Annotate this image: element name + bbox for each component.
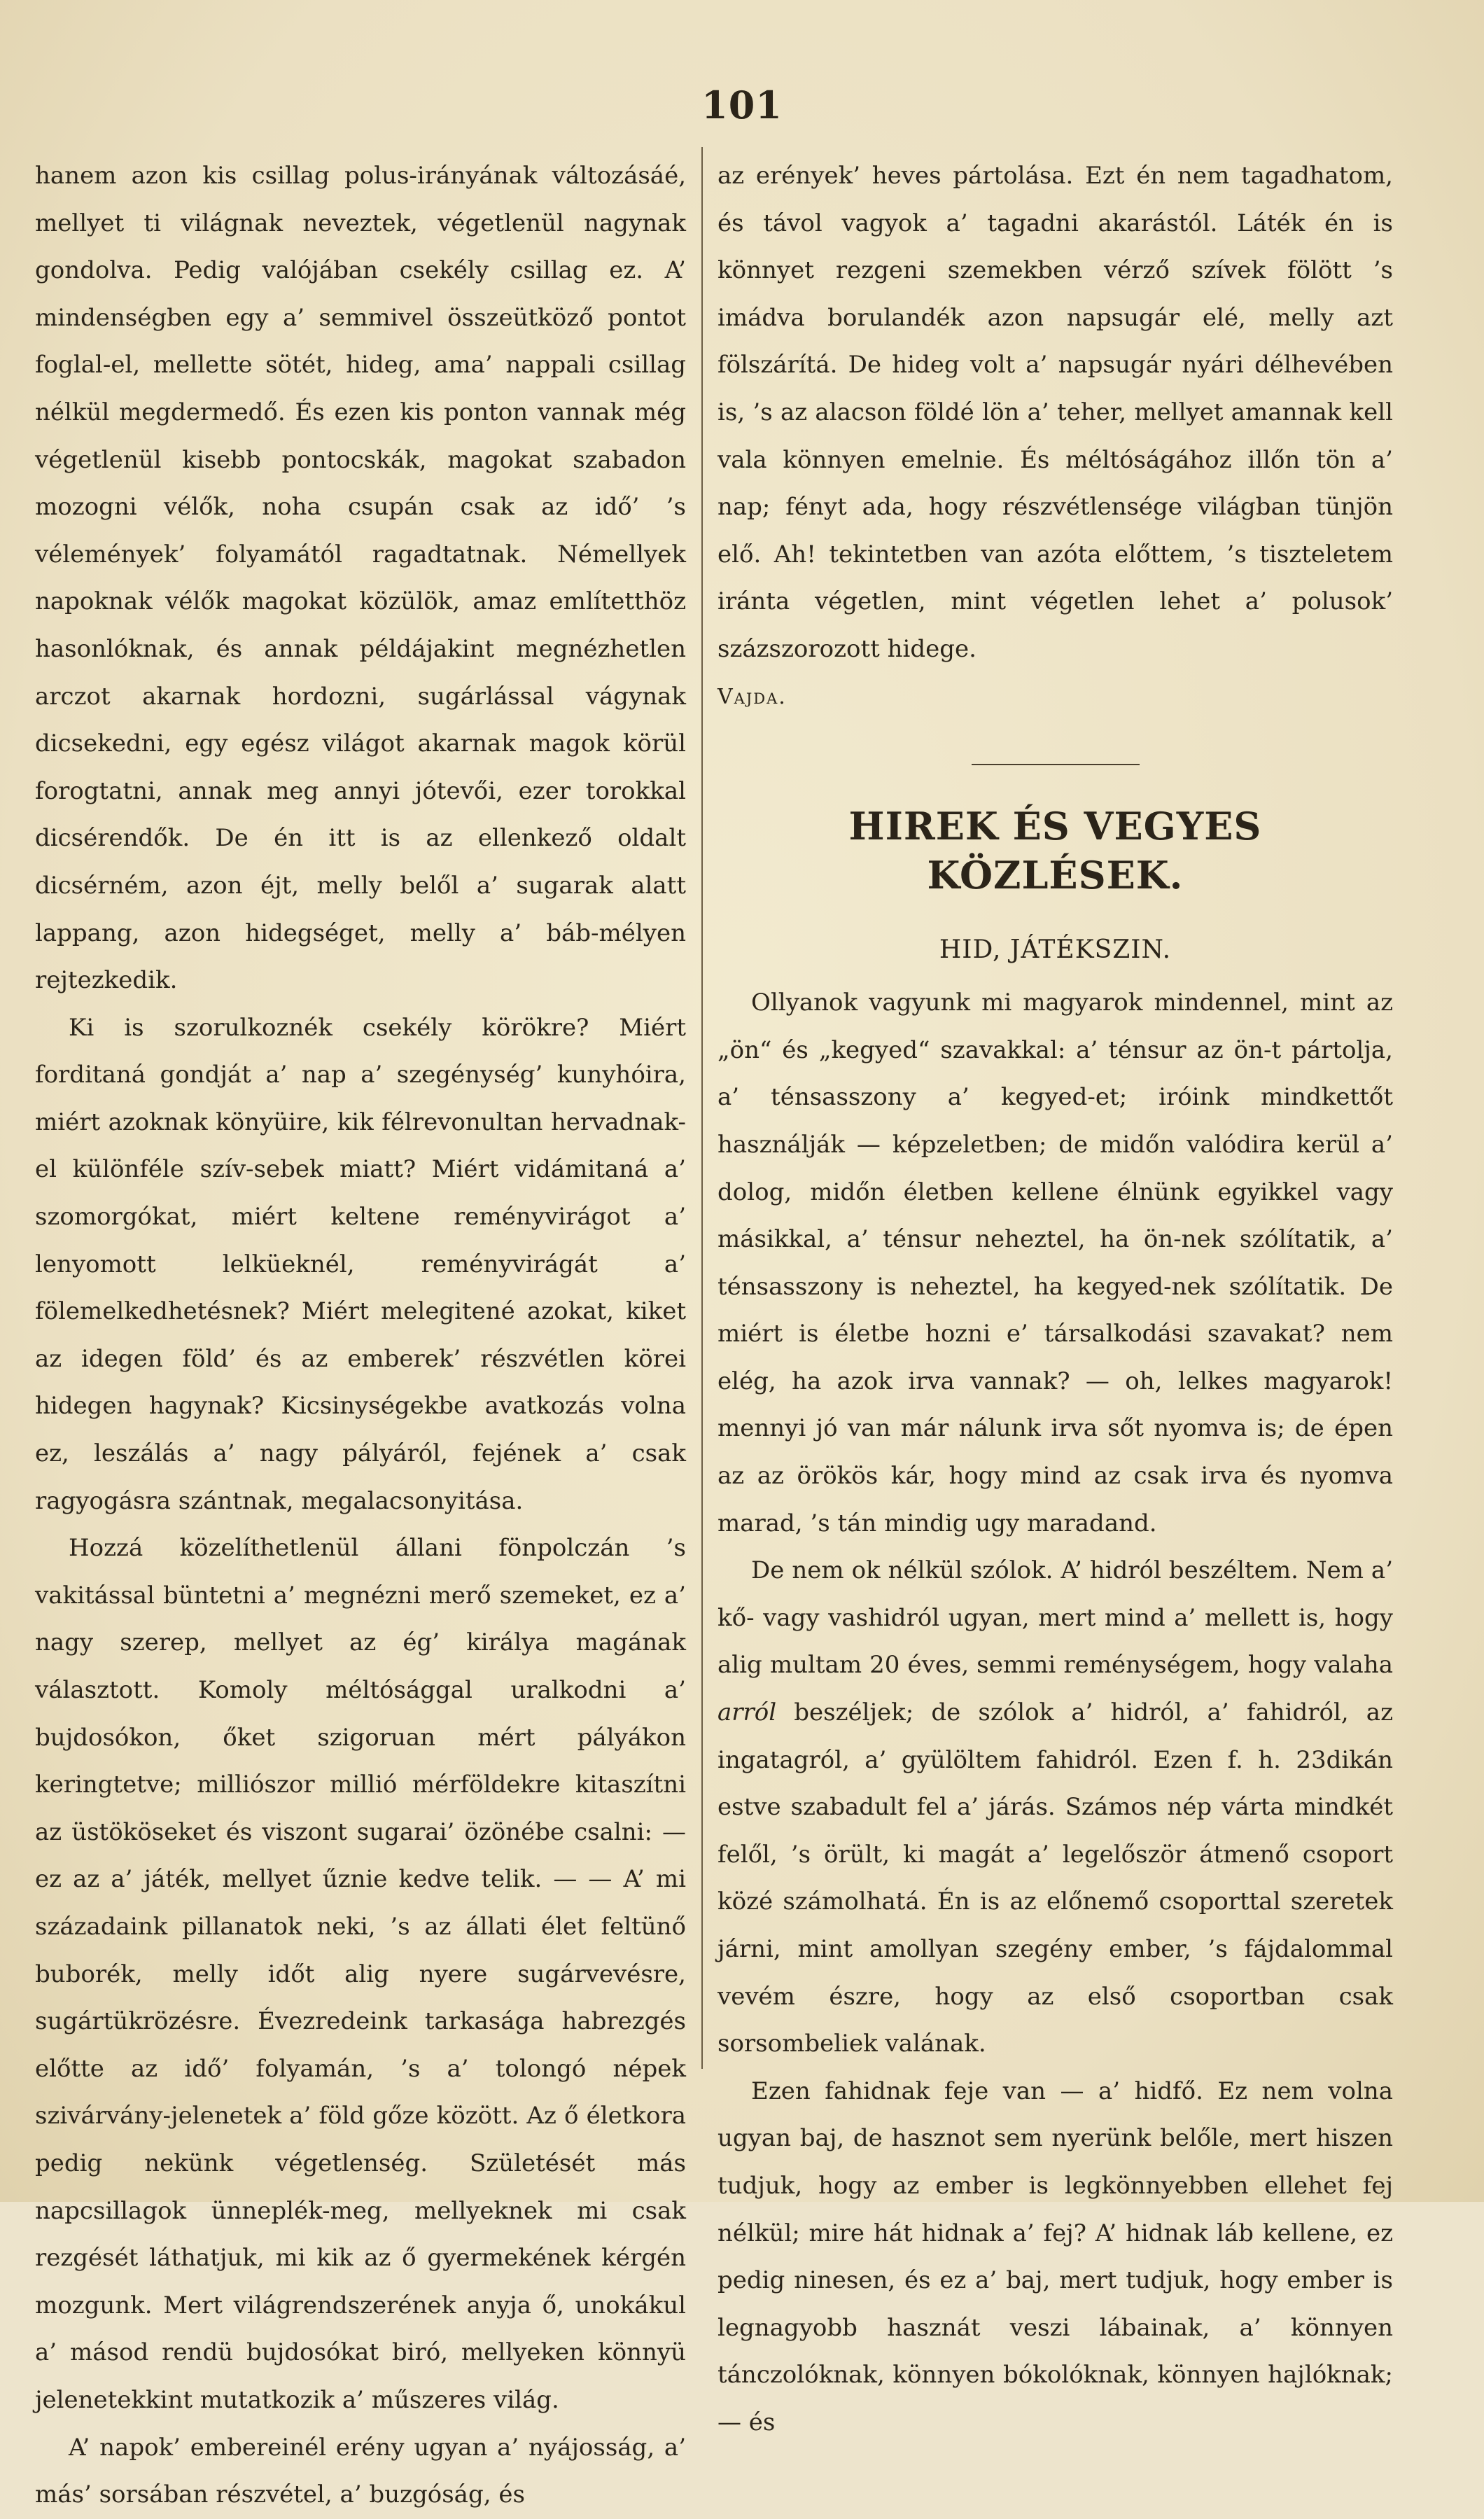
author-signature: Vajda.	[718, 684, 787, 709]
news-paragraph-2	[718, 1547, 1393, 2068]
news-paragraph-2-italic: arról	[718, 1698, 777, 1727]
left-paragraph-3: Hozzá közelíthetlenül állani fönpolczán ’s vakitással büntetni a’ megnézni merő szemeket, ez a’ nagy szerep, mellyet az ég’ királya magának választott. Komoly méltósággal uralkodni a’ bujdosókon, őket szigoruan mért pályákon keringtetve; milliószor millió mérföldekre kitaszítni az üstököseket és viszont sugarai’ özönébe csalni: — ez az a’ játék, mellyet űznie kedve telik. — — A’ mi századaink pillanatok neki, ’s az állati élet feltünő buborék, melly időt alig nyere sugárvevésre, sugártükrözésre. Évezredeink tarkasága habrezgés előtte az idő’ folyamán, ’s a’ tolongó népek szivárvány-jelenetek a’ föld gőze között. Az ő életkora pedig nekünk végetlenség. Születését más napcsillagok ünneplék-meg, mellyeknek mi csak rezgését láthatjuk, mi kik az ő gyermekének kérgén mozgunk. Mert világrendszerének anyja ő, unokákul a’ másod rendü bujdosókat biró, mellyeken könnyü jelenetekkint mutatkozik a’ műszeres világ.	[35, 1534, 686, 2414]
left-paragraph-4: A’ napok’ embereinél erény ugyan a’ nyájosság, a’ más’ sorsában részvétel, a’ buzgóság, és	[35, 2433, 686, 2509]
news-paragraph-2-text-b: beszéljek; de szólok a’ hidról, a’ fahidról, az ingatagról, a’ gyülöltem fahidról. Ezen f. h. 23dikán estve szabadult fel a’ járás. Számos nép várta mindkét felől, ’s örült, ki magát a’ legelőször átmenő csoport közé számolhatá. Én is az előnemő csoporttal szeretek járni, mint amollyan szegény ember, ’s fájdalommal vevém észre, hogy az első csoportban csak sorsombeliek valának.	[718, 1698, 1393, 2058]
news-paragraph-2-text-a: De nem ok nélkül szólok. A’ hidról beszéltem. Nem a’ kő- vagy vashidról ugyan, mert mind a’ mellett is, hogy alig multam 20 éves, semmi reménységem, hogy valaha	[718, 1556, 1393, 1680]
right-column	[718, 153, 1393, 2436]
left-column	[35, 153, 686, 2509]
news-paragraph-1-text: Ollyanok vagyunk mi magyarok mindennel, mint az „ön“ és „kegyed“ szavakkal: a’ ténsur az ön-t pártolja, a’ ténsasszony a’ kegyed-et; iróink mindkettőt használják — képzeletben; de midőn valódira kerül a’ dolog, midőn életben kellene élnünk egyikkel vagy másikkal, a’ ténsur neheztel, ha ön-nek szólítatik, a’ ténsasszony is neheztel, ha kegyed-nek szólítatik. De miért is életbe hozni e’ társalkodási szavakat? nem elég, ha azok irva vannak? — oh, lelkes magyarok! mennyi jó van már nálunk irva sőt nyomva is; de épen az az örökös kár, hogy mind az csak irva és nyomva marad, ’s tán mindig ugy maradand.	[718, 989, 1393, 1537]
news-paragraph-1	[718, 979, 1393, 1547]
left-paragraph-1: hanem azon kis csillag polus-irányának változásáé, mellyet ti világnak neveztek, végetlenül nagynak gondolva. Pedig valójában csekély csillag ez. A’ mindenségben egy a’ semmivel összeütköző pontot foglal-el, mellette sötét, hideg, ama’ nappali csillag nélkül megdermedő. És ezen kis ponton vannak még végetlenül kisebb pontocskák, magokat szabadon mozogni vélők, noha csupán csak az idő’ ’s vélemények’ folyamától ragadtatnak. Némellyek napoknak vélők magokat közülök, amaz említetthöz hasonlóknak, és annak példájakint megnézhetlen arczot akarnak hordozni, sugárlással vágynak dicsekedni, egy egész világot akarnak magok körül forogtatni, annak meg annyi jótevői, ezer torokkal dicsérendők. De én itt is az ellenkező oldalt dicsérném, azon éjt, melly belől a’ sugarak alatt lappang, azon hidegséget, melly a’ báb-mélyen rejtezkedik.	[35, 162, 686, 995]
left-paragraph-2: Ki is szorulkoznék csekély körökre? Miért forditaná gondját a’ nap a’ szegénység’ kunyhóira, miért azoknak könyüire, kik félrevonultan hervadnak-el különféle szív-sebek miatt? Miért vidámitaná a’ szomorgókat, miért keltene reményvirágot a’ lenyomott lelküeknél, reményvirágát a’ fölemelkedhetésnek? Miért melegitené azokat, kiket az idegen föld’ és az emberek’ részvétlen körei hidegen hagynak? Kicsinységekbe avatkozás volna ez, leszálás a’ nagy pályáról, fejének a’ csak ragyogásra szántnak, megalacsonyitása.	[35, 1013, 686, 1515]
news-paragraph-3-text: Ezen fahidnak feje van — a’ hidfő. Ez nem volna ugyan baj, de hasznot sem nyerünk belőle, mert hiszen tudjuk, hogy az ember is legkönnyebben ellehet fej nélkül; mire hát hidnak a’ fej? A’ hidnak láb kellene, ez pedig ninesen, és ez a’ baj, mert tudjuk, hogy ember is legnagyobb hasznát veszi lábainak, a’ könnyen tánczolóknak, könnyen bókolóknak, könnyen hajlóknak; — és	[718, 2077, 1393, 2436]
article-continuation: az erények’ heves pártolása. Ezt én nem tagadhatom, és távol vagyok a’ tagadni akarástól. Láték én is könnyet rezgeni szemekben vérző szívek fölött ’s imádva borulandék azon napsugár elé, melly azt fölszárítá. De hideg volt a’ napsugár nyári délhevében is, ’s az alacson földé lön a’ teher, mellyet amannak kell vala könnyen emelnie. És méltóságához illőn tön a’ nap; fényt ada, hogy részvétlensége világban tünjön elő. Ah! tekintetben van azóta előttem, ’s tiszteletem iránta végetlen, mint végetlen lehet a’ polusok’ százszorozott hidege.	[718, 162, 1393, 663]
section-rule	[972, 764, 1140, 765]
column-divider	[701, 147, 703, 2069]
page-number: 101	[701, 83, 783, 127]
article-heading: HID, JÁTÉKSZIN.	[939, 935, 1172, 965]
section-heading: HIREK ÉS VEGYES KÖZLÉSEK.	[848, 804, 1262, 898]
news-paragraph-3	[718, 2068, 1393, 2447]
